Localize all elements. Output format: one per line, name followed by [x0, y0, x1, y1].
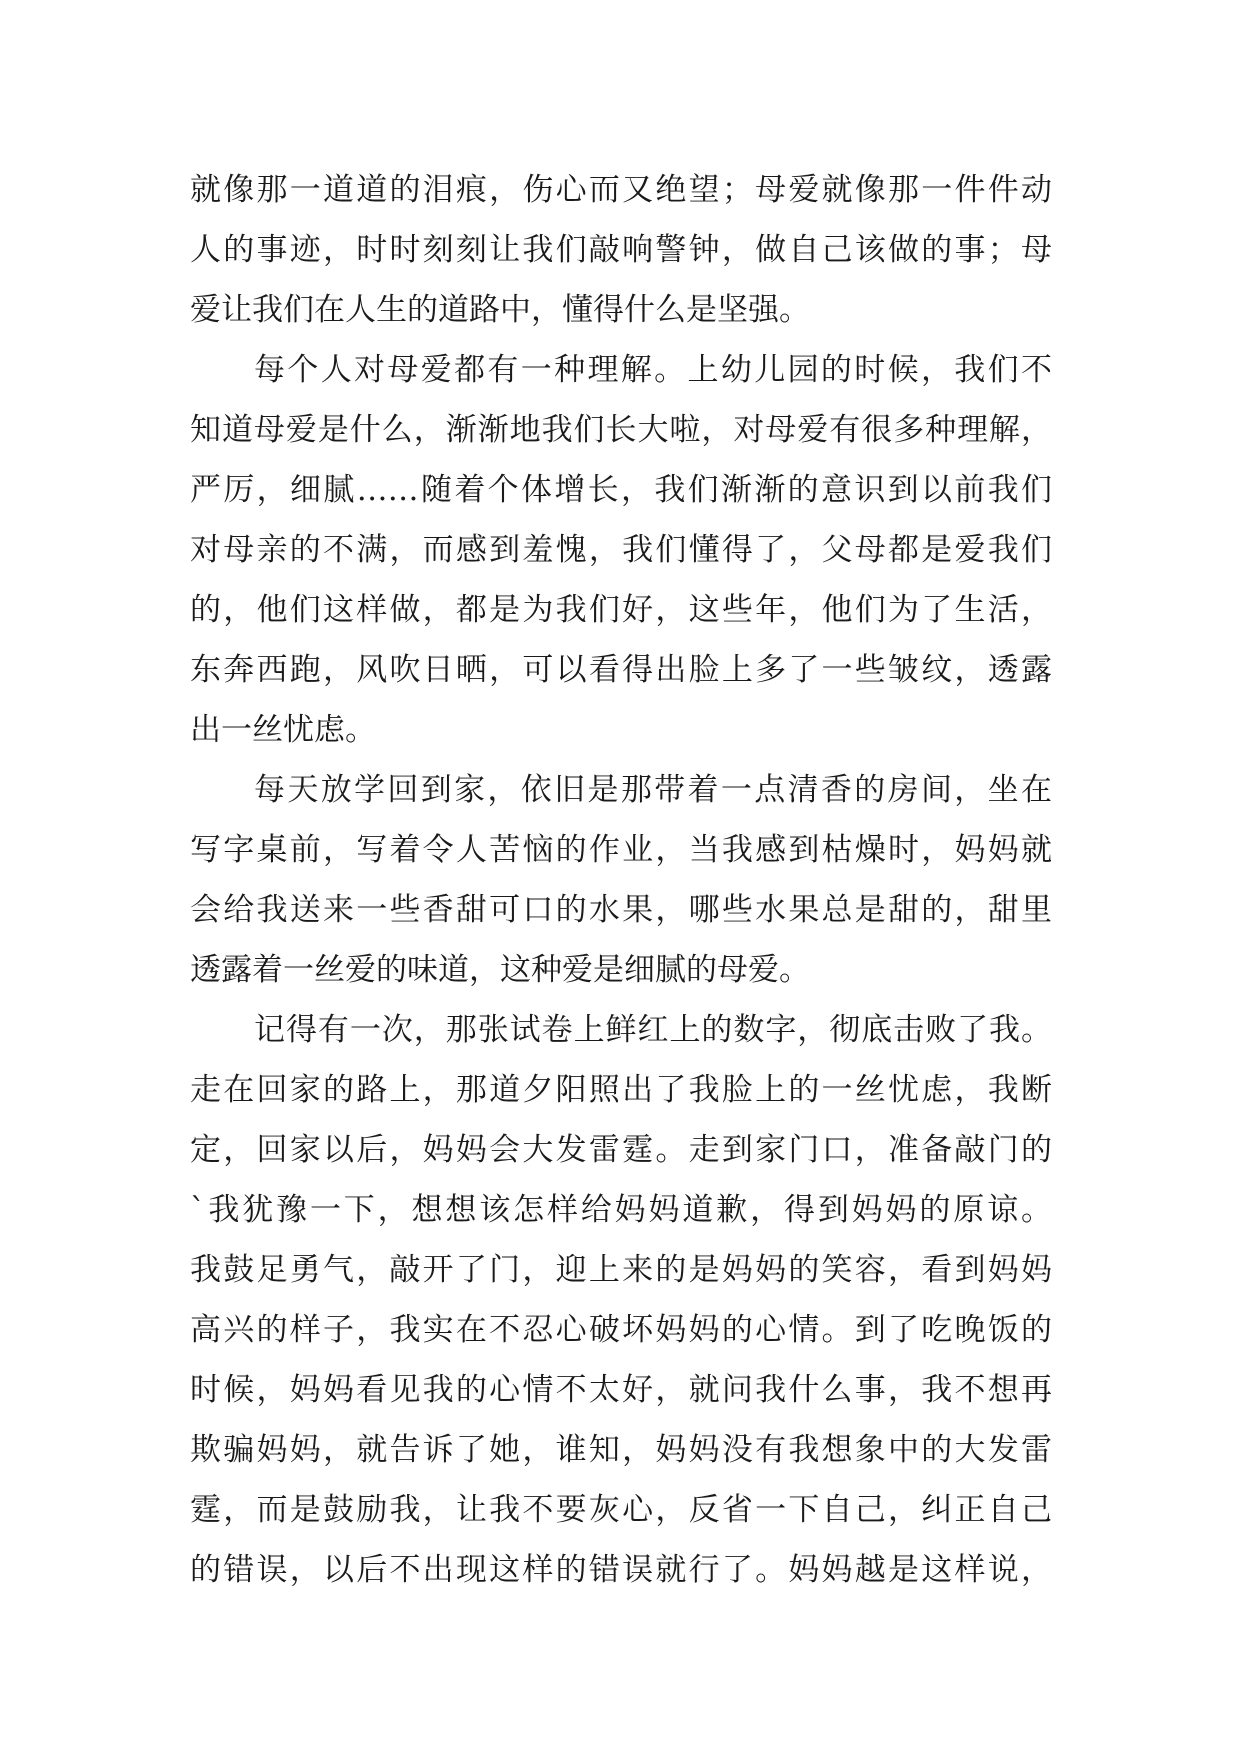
- text-line: 透露着一丝爱的味道，这种爱是细腻的母爱。: [190, 952, 810, 988]
- text-line: 定，回家以后，妈妈会大发雷霆。走到家门口，准备敲门的: [190, 1132, 1052, 1168]
- body-text: [190, 160, 1052, 1600]
- text-line: 走在回家的路上，那道夕阳照出了我脸上的一丝忧虑，我断: [190, 1072, 1052, 1108]
- text-line: 的错误，以后不出现这样的错误就行了。妈妈越是这样说，: [190, 1552, 1052, 1588]
- text-line: 出一丝忧虑。: [190, 712, 376, 748]
- text-line: 欺骗妈妈，就告诉了她，谁知，妈妈没有我想象中的大发雷: [190, 1432, 1052, 1468]
- text-line: 写字桌前，写着令人苦恼的作业，当我感到枯燥时，妈妈就: [190, 832, 1052, 868]
- text-line: `我犹豫一下，想想该怎样给妈妈道歉，得到妈妈的原谅。: [190, 1192, 1052, 1228]
- text-line: 记得有一次，那张试卷上鲜红上的数字，彻底击败了我。: [254, 1012, 1052, 1048]
- text-line: 我鼓足勇气，敲开了门，迎上来的是妈妈的笑容，看到妈妈: [190, 1252, 1052, 1288]
- text-line: 时候，妈妈看见我的心情不太好，就问我什么事，我不想再: [190, 1372, 1052, 1408]
- text-line: 每个人对母爱都有一种理解。上幼儿园的时候，我们不: [254, 352, 1052, 388]
- text-line: 对母亲的不满，而感到羞愧，我们懂得了，父母都是爱我们: [190, 532, 1052, 568]
- text-line: 的，他们这样做，都是为我们好，这些年，他们为了生活，: [190, 592, 1052, 628]
- text-line: 就像那一道道的泪痕，伤心而又绝望；母爱就像那一件件动: [190, 172, 1052, 208]
- text-line: 每天放学回到家，依旧是那带着一点清香的房间，坐在: [254, 772, 1052, 808]
- text-line: 严厉，细腻……随着个体增长，我们渐渐的意识到以前我们: [190, 472, 1052, 508]
- text-line: 会给我送来一些香甜可口的水果，哪些水果总是甜的，甜里: [190, 892, 1052, 928]
- text-line: 东奔西跑，风吹日晒，可以看得出脸上多了一些皱纹，透露: [190, 652, 1052, 688]
- text-line: 人的事迹，时时刻刻让我们敲响警钟，做自己该做的事；母: [190, 232, 1052, 268]
- text-line: 知道母爱是什么，渐渐地我们长大啦，对母爱有很多种理解，: [190, 412, 1052, 448]
- text-line: 高兴的样子，我实在不忍心破坏妈妈的心情。到了吃晚饭的: [190, 1312, 1052, 1348]
- text-line: 霆，而是鼓励我，让我不要灰心，反省一下自己，纠正自己: [190, 1492, 1052, 1528]
- text-line: 爱让我们在人生的道路中，懂得什么是坚强。: [190, 292, 810, 328]
